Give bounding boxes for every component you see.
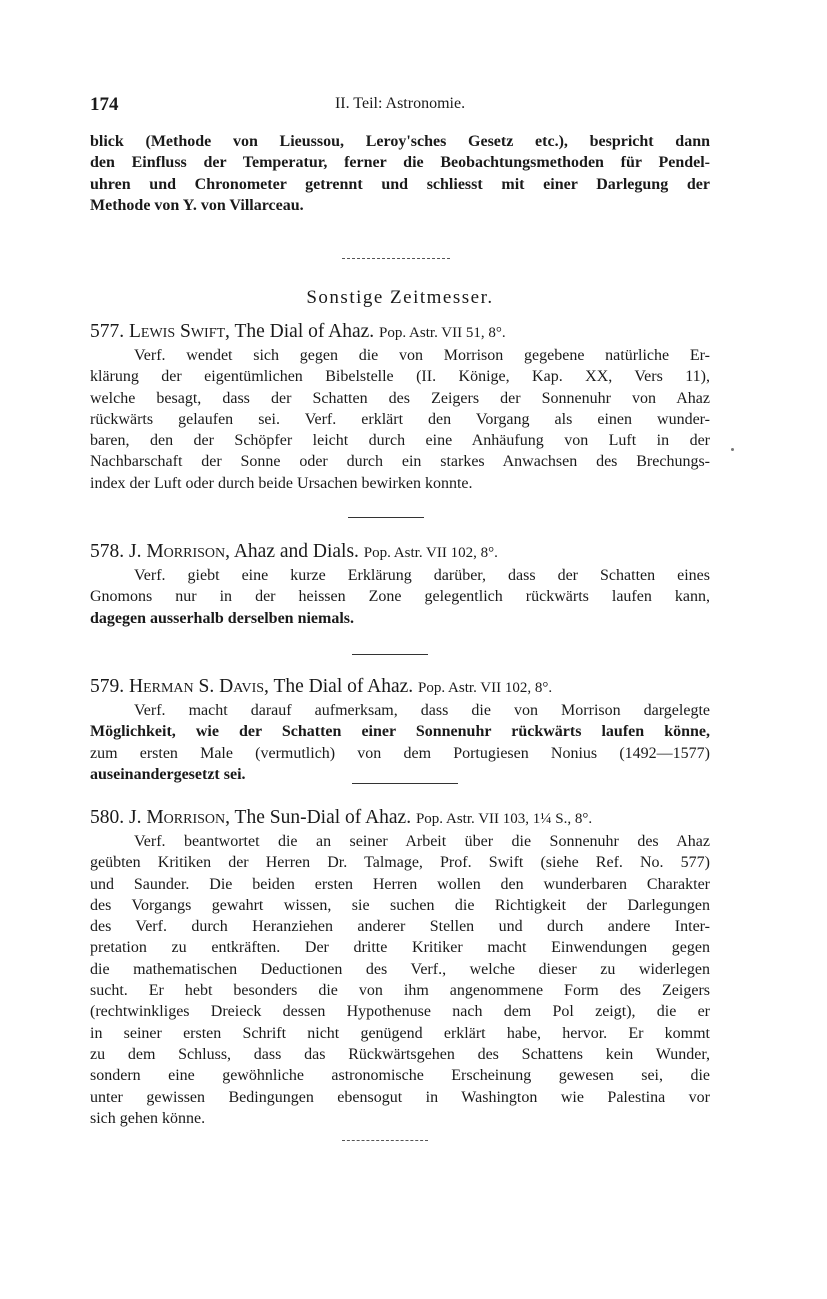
entry-number: 580.: [90, 807, 125, 828]
text-line: den Einfluss der Temperatur, ferner die Beobachtungsmethoden für Pendel-: [90, 154, 710, 172]
end-divider: [342, 1140, 428, 1141]
text-line: des Vorgangs gewahrt wissen, sie suchen die Richtigkeit der Darlegungen: [90, 896, 710, 914]
entry-578: [90, 539, 710, 629]
entry-title: The Sun-Dial of Ahaz.: [234, 807, 412, 828]
entry-heading: [90, 805, 710, 831]
entry-title: Ahaz and Dials.: [233, 541, 359, 562]
intro-paragraph: [90, 131, 710, 216]
entry-579: [90, 674, 710, 785]
entry-divider: [352, 783, 458, 784]
text-line: blick (Methode von Lieussou, Leroy'sches Gesetz etc.), bespricht dann: [90, 133, 710, 150]
entry-number: 577.: [90, 321, 125, 342]
text-line: dagegen ausserhalb derselben niemals.: [90, 609, 355, 627]
text-line: rückwärts gelaufen sei. Verf. erklärt den Vorgang als einen wunder-: [90, 410, 710, 428]
entry-source: Pop. Astr. VII 102, 8°.: [418, 680, 553, 696]
entry-577: [90, 319, 710, 494]
entry-580: [90, 805, 710, 1129]
text-line: Methode von Y. von Villarceau.: [90, 196, 304, 214]
text-line: unter gewissen Bedingungen ebensogut in Washington wie Palestina vor: [90, 1088, 710, 1106]
text-line: in seiner ersten Schrift nicht genügend erklärt habe, hervor. Er kommt: [90, 1024, 710, 1042]
text-line: (rechtwinkliges Dreieck dessen Hypothenuse nach dem Pol zeigt), die er: [90, 1003, 710, 1021]
running-head: II. Teil: Astronomie.: [334, 95, 466, 112]
entry-heading: [90, 319, 710, 345]
text-line: auseinandergesetzt sei.: [90, 765, 246, 783]
page-header: [90, 94, 710, 118]
text-line: geübten Kritiken der Herren Dr. Talmage, Prof. Swift (siehe Ref. No. 577): [90, 854, 710, 872]
entry-number: 578.: [90, 541, 125, 562]
text-line: klärung der eigentümlichen Bibelstelle (II. Könige, Kap. XX, Vers 11),: [90, 368, 710, 386]
entry-author: J. Morrison,: [129, 541, 231, 562]
text-line: Verf. beantwortet die an seiner Arbeit über die Sonnenuhr des Ahaz: [134, 833, 710, 850]
text-line: sondern eine gewöhnliche astronomische Erscheinung gewesen sei, die: [90, 1067, 710, 1085]
text-line: welche besagt, dass der Schatten des Zeigers der Sonnenuhr von Ahaz: [90, 389, 710, 407]
entry-divider: [348, 517, 424, 518]
text-line: zum ersten Male (vermutlich) von dem Portugiesen Nonius (1492—1577): [90, 744, 710, 762]
section-title: Sonstige Zeitmesser.: [306, 287, 494, 308]
text-line: zu dem Schluss, dass das Rückwärtsgehen des Schattens kein Wunder,: [90, 1045, 710, 1063]
text-line: baren, den der Schöpfer leicht durch eine Anhäufung von Luft in der: [90, 432, 710, 450]
text-line: die mathematischen Deductionen des Verf., welche dieser zu widerlegen: [90, 960, 710, 978]
text-line: Verf. wendet sich gegen die von Morrison gegebene natürliche Er-: [134, 347, 710, 364]
text-line: sich gehen könne.: [90, 1109, 206, 1127]
text-line: Möglichkeit, wie der Schatten einer Sonnenuhr rückwärts laufen könne,: [90, 723, 710, 741]
text-line: des Verf. durch Heranziehen anderer Stellen und durch andere Inter-: [90, 918, 710, 936]
entry-number: 579.: [90, 676, 125, 697]
entry-heading: [90, 539, 710, 565]
entry-author: J. Morrison,: [129, 807, 231, 828]
text-line: Gnomons nur in der heissen Zone gelegentlich rückwärts laufen kann,: [90, 588, 710, 606]
entry-source: Pop. Astr. VII 51, 8°.: [379, 325, 506, 341]
margin-mark: [731, 448, 734, 451]
entry-title: The Dial of Ahaz.: [234, 321, 375, 342]
entry-author: Herman S. Davis,: [129, 676, 269, 697]
text-line: sucht. Er hebt besonders die von ihm angenommene Form des Zeigers: [90, 982, 710, 1000]
page-number: 174: [90, 94, 119, 115]
text-line: index der Luft oder durch beide Ursachen bewirken konnte.: [90, 474, 473, 492]
text-line: Verf. macht darauf aufmerksam, dass die von Morrison dargelegte: [134, 702, 710, 719]
entry-source: Pop. Astr. VII 103, 1¼ S., 8°.: [415, 811, 593, 827]
entry-heading: [90, 674, 710, 700]
text-line: und Saunder. Die beiden ersten Herren wollen den wunderbaren Charakter: [90, 875, 710, 893]
entry-title: The Dial of Ahaz.: [273, 676, 414, 697]
entry-author: Lewis Swift,: [129, 321, 230, 342]
section-divider: [342, 258, 450, 259]
entry-source: Pop. Astr. VII 102, 8°.: [363, 545, 498, 561]
entry-divider: [352, 654, 428, 655]
text-line: Verf. giebt eine kurze Erklärung darüber, dass der Schatten eines: [134, 567, 710, 584]
text-line: Nachbarschaft der Sonne oder durch ein starkes Anwachsen des Brechungs-: [90, 453, 710, 471]
text-line: pretation zu entkräften. Der dritte Kritiker macht Einwendungen gegen: [90, 939, 710, 957]
text-line: uhren und Chronometer getrennt und schliesst mit einer Darlegung der: [90, 175, 710, 193]
